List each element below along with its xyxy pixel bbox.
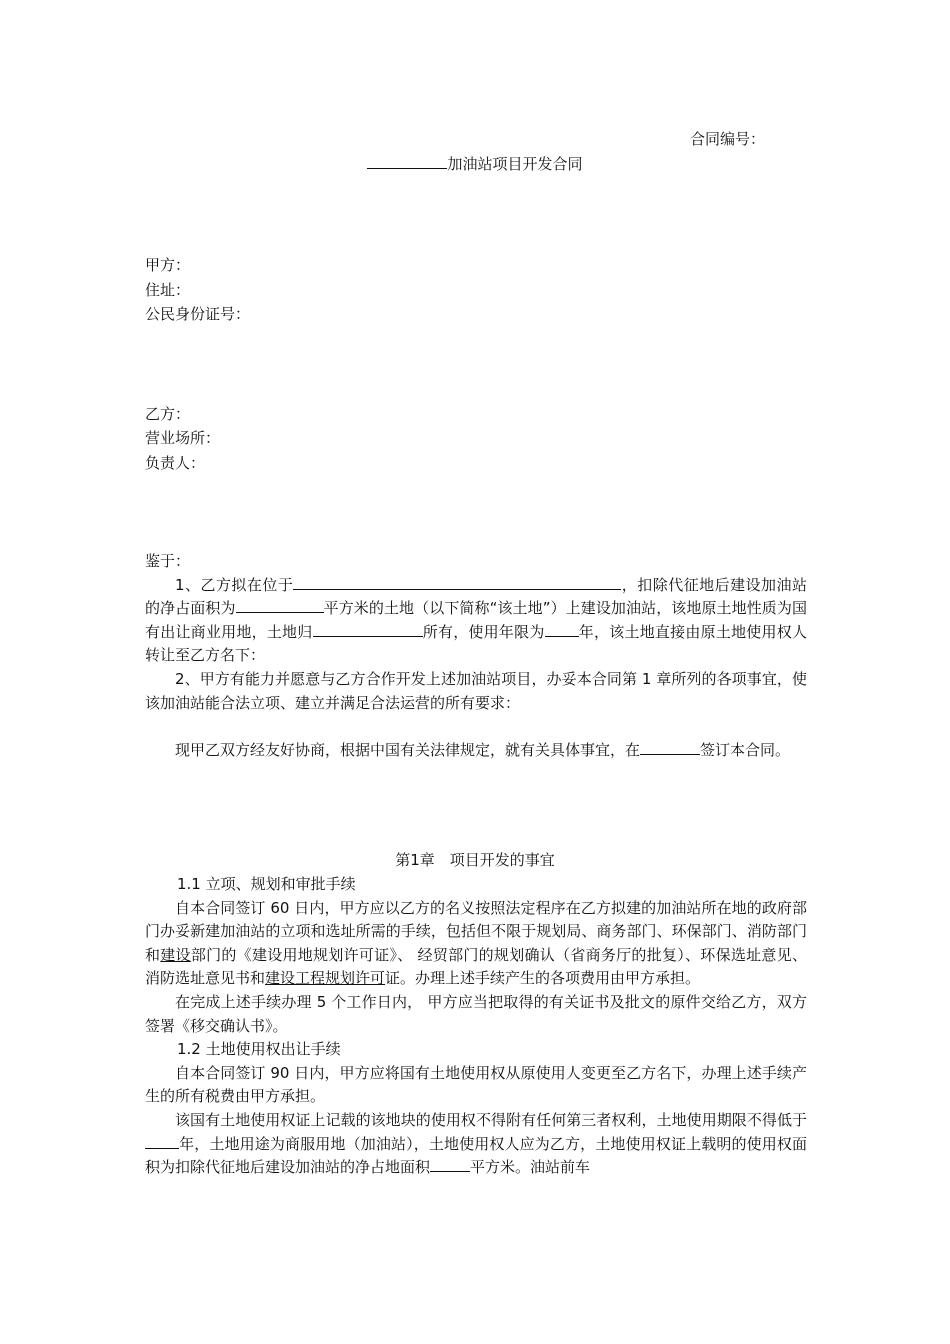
party-b-person-label: 负责人：: [145, 454, 206, 472]
party-a-name-label: 甲方：: [145, 256, 191, 274]
whereas-item-2: 2、甲方有能力并愿意与乙方合作开发上述加油站项目，办妥本合同第 1 章所列的各项事宜，使该加油站能合法立项、建立并满足合法运营的所有要求：: [145, 669, 807, 712]
section-1-2-paragraph-2: 该国有土地使用权证上记载的该地块的使用权不得附有任何第三者权利，土地使用期限不得低于年，土地用途为商服用地（加油站），土地使用权人应为乙方，土地使用权证上载明的使用权面积为扣除代征地后建设加油站的净占地面积 平方米。油站前车: [145, 1110, 807, 1177]
section-1-1-heading: 1.1 立项、规划和审批手续: [177, 875, 356, 893]
land-term-blank: [145, 1133, 179, 1149]
owner-blank: [313, 621, 423, 637]
net-area-blank: [430, 1156, 470, 1172]
underlined-construction: 建设: [160, 945, 191, 964]
contract-title: [0, 153, 950, 174]
whereas-heading: 鉴于：: [145, 552, 191, 570]
section-1-2-heading: 1.2 土地使用权出让手续: [177, 1040, 341, 1059]
whereas-conclusion: 现甲乙双方经友好协商，根据中国有关法律规定，就有关具体事宜，在 签订本合同。: [175, 740, 791, 759]
term-blank: [545, 621, 579, 637]
title-blank: [367, 153, 447, 169]
underlined-permit: 建设工程规划许可: [265, 969, 386, 988]
party-a-address-label: 住址：: [145, 281, 191, 299]
location-blank: [293, 574, 621, 590]
area-blank: [236, 597, 324, 613]
whereas-item-1: 1、乙方拟在位于 ，扣除代征地后建设加油站的净占面积为 平方米的土地（以下简称“该土地”）上建设加油站，该地原土地性质为国有出让商业用地，土地归 所有，使用年限为 年，该土地直接由原土地使用权人转让至乙方名下：: [145, 575, 807, 665]
party-b-place-label: 营业场所：: [145, 429, 221, 447]
section-1-2-paragraph-1: 自本合同签订 90 日内，甲方应将国有土地使用权从原使用人变更至乙方名下，办理上述手续产生的所有税费由甲方承担。: [145, 1063, 807, 1106]
party-a-id-label: 公民身份证号：: [145, 305, 251, 323]
party-b-name-label: 乙方：: [145, 405, 191, 423]
signing-place-blank: [640, 739, 700, 755]
chapter-1-title: 第1章 项目开发的事宜: [395, 851, 555, 869]
section-1-1-paragraph-1: 自本合同签订 60 日内，甲方应以乙方的名义按照法定程序在乙方拟建的加油站所在地的政府部门办妥新建加油站的立项和选址所需的手续，包括但不限于规划局、商务部门、环保部门、消防部门和建设部门的《建设用地规划许可证》、 经贸部门的规划确认（省商务厅的批复）、环保选址意见、消防选址意见书和建设工程规划许可证。办理上述手续产生的各项费用由甲方承担。: [145, 898, 807, 988]
section-1-1-paragraph-2: 在完成上述手续办理 5 个工作日内， 甲方应当把取得的有关证书及批文的原件交给乙方，双方签署《移交确认书》。: [145, 992, 807, 1035]
title-text: 加油站项目开发合同: [447, 155, 583, 173]
whereas-section: [145, 550, 807, 762]
contract-number-label: 合同编号：: [690, 130, 766, 148]
chapter-1-body: [145, 873, 807, 1180]
